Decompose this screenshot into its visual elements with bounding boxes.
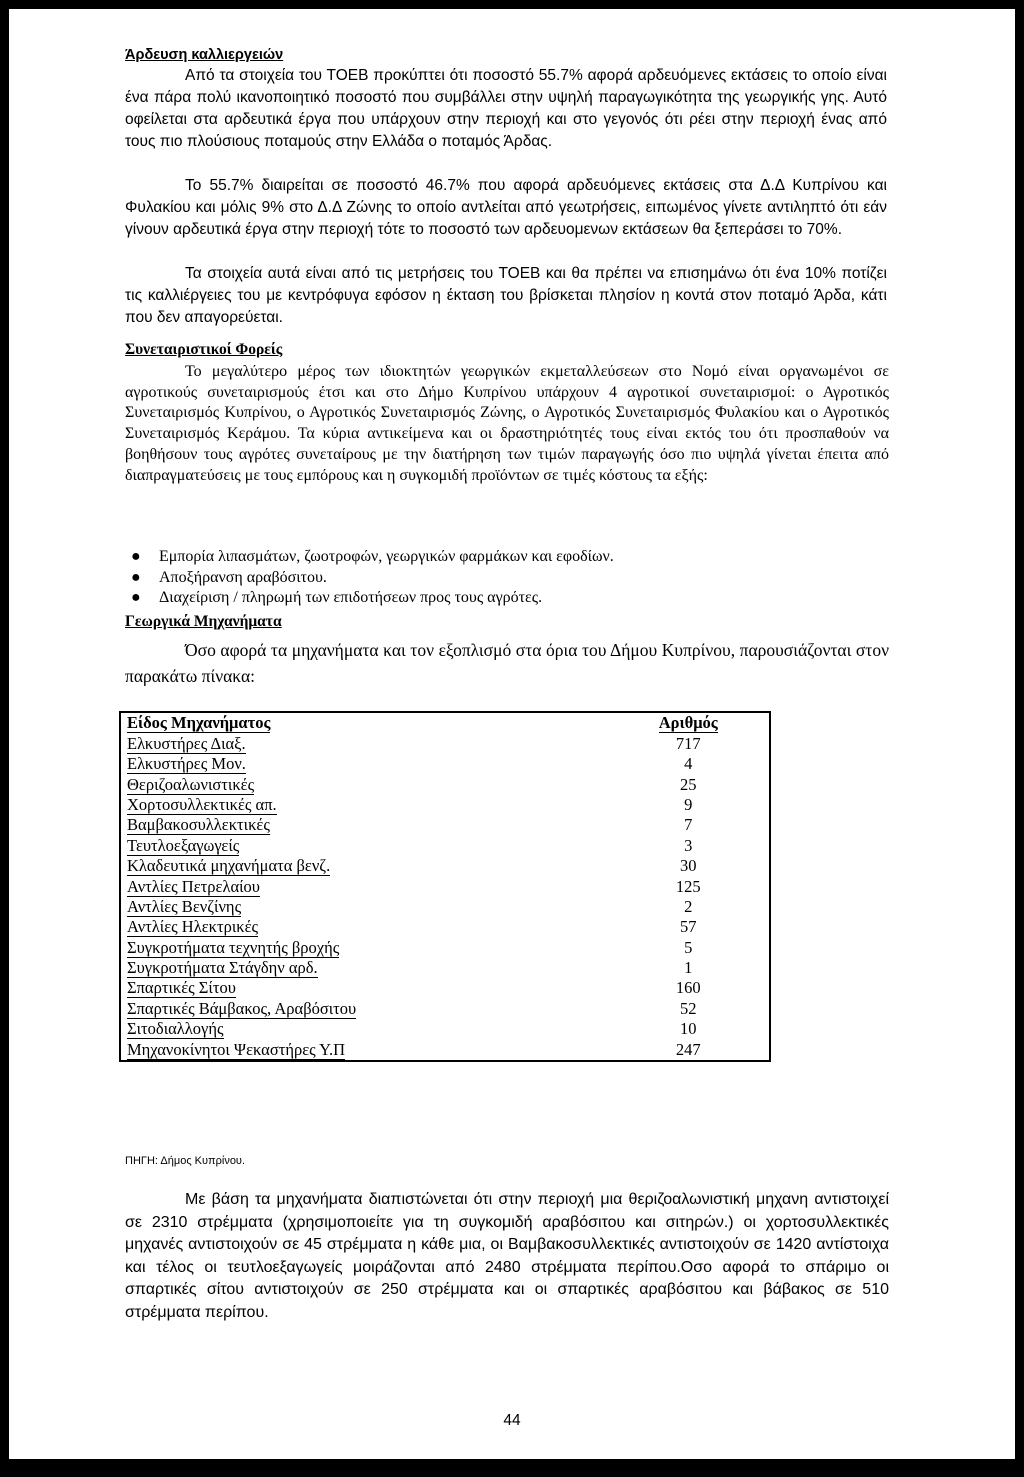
table-cell-count: 30 bbox=[680, 856, 697, 876]
table-row bbox=[120, 958, 770, 978]
table-cell-type: Σπαρτικές Βάμβακος, Αραβόσιτου bbox=[127, 998, 357, 1018]
bullet-icon: ● bbox=[131, 548, 141, 565]
table-cell-type: Αντλίες Βενζίνης bbox=[127, 896, 242, 916]
list-item-text: Εμπορία λιπασμάτων, ζωοτροφών, γεωργικών φαρμάκων και εφοδίων. bbox=[159, 548, 614, 565]
table-cell-type: Συγκροτήματα τεχνητής βροχής bbox=[127, 937, 340, 957]
table-cell-count: 160 bbox=[675, 978, 701, 998]
irrigation-paragraph-1: Από τα στοιχεία του ΤΟΕΒ προκύπτει ότι ποσοστό 55.7% αφορά αρδευόμενες εκτάσεις το οποίο είναι ένα πάρα πολύ ικανοποιητικό ποσοστό που συμβάλλει στην υψηλή παραγωγικότητα της γεωργικής γης. Αυτό οφείλεται στα αρδευτικά έργα που υπάρχουν στην περιοχή και στο γεγονός ότι ρέει στην περιοχή ένας από τους πιο πλούσιους ποταμούς στην Ελλάδα ο ποταμός Άρδας. bbox=[125, 67, 887, 150]
table-cell-count: 7 bbox=[684, 815, 693, 835]
irrigation-paragraph-3: Τα στοιχεία αυτά είναι από τις μετρήσεις του ΤΟΕΒ και θα πρέπει να επισημάνω ότι ένα 10% ποτίζει τις καλλιέργειες του με κεντρόφυγα εφόσον η έκταση του βρίσκεται πλησίον η κοντά στον ποταμό Άρδα, κάτι που δεν απαγορεύεται. bbox=[125, 265, 887, 326]
table-cell-count: 4 bbox=[684, 754, 693, 774]
table-row bbox=[120, 815, 770, 835]
table-row bbox=[120, 897, 770, 917]
table-cell-type: Σπαρτικές Σίτου bbox=[127, 978, 236, 998]
table-cell-type: Αντλίες Πετρελαίου bbox=[127, 876, 260, 896]
column-header-type: Είδος Μηχανήματος bbox=[127, 713, 271, 733]
table-row bbox=[120, 1019, 770, 1039]
bullet-icon: ● bbox=[131, 589, 141, 606]
table-cell-count: 2 bbox=[684, 896, 693, 916]
table-row bbox=[120, 835, 770, 855]
table-header-row bbox=[120, 712, 770, 733]
list-item-text: Διαχείριση / πληρωμή των επιδοτήσεων προς τους αγρότες. bbox=[159, 589, 543, 606]
table-cell-type: Μηχανοκίνητοι Ψεκαστήρες Υ.Π bbox=[127, 1039, 346, 1059]
cooperatives-heading: Συνεταιριστικοί Φορείς bbox=[125, 341, 283, 358]
list-item bbox=[125, 568, 885, 589]
table-cell-type: Ελκυστήρες Μον. bbox=[127, 754, 246, 774]
machinery-conclusion: Με βάση τα μηχανήματα διαπιστώνεται ότι στην περιοχή μια θεριζοαλωνιστική μηχανη αντιστοιχεί σε 2310 στρέμματα (χρησιμοποιείτε για τη συγκομιδή αραβόσιτου και σιτηρών.) οι χορτοσυλλεκτικές μηχανές αντιστοιχούν σε 45 στρέμματα η κάθε μια, οι Βαμβακοσυλλεκτικές αντιστοιχούν σε 1420 αντίστοιχα και τέλος οι τευτλοεξαγωγείς μοιράζονται από 2480 στρέμματα περίπου.Οσο αφορά το σπάριμο οι σπαρτικές σίτου αντιστοιχούν σε 250 στρέμματα και οι σπαρτικές αραβόσιτου και βάβακος σε 510 στρέμματα περίπου. bbox=[125, 1191, 889, 1321]
table-row bbox=[120, 733, 770, 753]
bullet-icon: ● bbox=[131, 568, 141, 586]
list-item bbox=[125, 547, 885, 568]
document-page bbox=[9, 9, 1015, 1459]
list-item-text: Αποξήρανση αραβόσιτου. bbox=[159, 568, 327, 586]
table-row bbox=[120, 917, 770, 937]
irrigation-heading: Άρδευση καλλιεργειών bbox=[125, 47, 284, 63]
list-item bbox=[125, 588, 885, 609]
table-cell-count: 717 bbox=[675, 733, 701, 753]
page-number: 44 bbox=[503, 1412, 521, 1429]
table-cell-type: Ελκυστήρες Διαξ. bbox=[127, 733, 246, 753]
table-cell-count: 52 bbox=[680, 998, 697, 1018]
table-cell-type: Συγκροτήματα Στάγδην αρδ. bbox=[127, 958, 318, 978]
table-row bbox=[120, 856, 770, 876]
table-cell-count: 10 bbox=[680, 1019, 697, 1039]
table-cell-type: Χορτοσυλλεκτικές απ. bbox=[127, 794, 277, 814]
table-source-note: ΠΗΓΗ: Δήμος Κυπρίνου. bbox=[125, 1155, 246, 1167]
table-cell-count: 247 bbox=[675, 1039, 701, 1059]
table-row bbox=[120, 774, 770, 794]
table-cell-type: Βαμβακοσυλλεκτικές bbox=[127, 815, 270, 835]
table-cell-count: 5 bbox=[684, 937, 693, 957]
table-cell-type: Σιτοδιαλλογής bbox=[127, 1019, 224, 1039]
table-cell-count: 1 bbox=[684, 958, 693, 978]
table-row bbox=[120, 876, 770, 896]
table-row bbox=[120, 978, 770, 998]
irrigation-paragraph-2: Το 55.7% διαιρείται σε ποσοστό 46.7% που αφορά αρδευόμενες εκτάσεις στα Δ.Δ Κυπρίνου και Φυλακίου και μόλις 9% στο Δ.Δ Ζώνης το οποίο αντλείται από γεωτρήσεις, ειπωμένος γίνετε αντιληπτό ότι εάν γίνουν αρδευτικά έργα στην περιοχή τότε το ποσοστό των αρδευομενων εκτάσεων θα ξεπεράσει το 70%. bbox=[125, 177, 887, 238]
table-cell-count: 9 bbox=[684, 794, 693, 814]
table-cell-count: 3 bbox=[684, 835, 693, 855]
table-cell-type: Κλαδευτικά μηχανήματα βενζ. bbox=[127, 856, 331, 876]
cooperatives-bullet-list bbox=[125, 547, 885, 609]
table-cell-count: 25 bbox=[680, 774, 697, 794]
table-cell-type: Θεριζοαλωνιστικές bbox=[127, 774, 255, 794]
table-row bbox=[120, 998, 770, 1018]
table-row bbox=[120, 1039, 770, 1060]
machinery-intro: Όσο αφορά τα μηχανήματα και τον εξοπλισμό στα όρια του Δήμου Κυπρίνου, παρουσιάζονται στον παρακάτω πίνακα: bbox=[125, 640, 889, 686]
table-cell-type: Τευτλοεξαγωγείς bbox=[127, 835, 240, 855]
table-row bbox=[120, 937, 770, 957]
table-cell-count: 57 bbox=[680, 917, 697, 937]
table-cell-count: 125 bbox=[675, 876, 701, 896]
column-header-count: Αριθμός bbox=[658, 713, 718, 733]
table-row bbox=[120, 795, 770, 815]
table-row bbox=[120, 754, 770, 774]
table-cell-type: Αντλίες Ηλεκτρικές bbox=[127, 917, 259, 937]
machinery-table bbox=[119, 711, 771, 1062]
cooperatives-paragraph: Το μεγαλύτερο μέρος των ιδιοκτητών γεωργικών εκμεταλλεύσεων στο Νομό είναι οργανωμένοι σε αγροτικούς συνεταιρισμούς έτσι και στο Δήμο Κυπρίνου υπάρχουν 4 αγροτικοί συνεταιρισμοί: ο Αγροτικός Συνεταιρισμός Κυπρίνου, ο Αγροτικός Συνεταιρισμός Ζώνης, ο Αγροτικός Συνεταιρισμός Φυλακίου και ο Αγροτικός Συνεταιρισμός Κεράμου. Τα κύρια αντικείμενα και οι δραστηριότητές τους είναι εκτός του ότι προσπαθούν να βοηθήσουν τους αγρότες συνεταίρους με την διατήρηση των τιμών παραγωγής όσο πιο υψηλά γίνεται έπειτα από διαπραγματεύσεις με τους εμπόρους και η συγκομιδή προϊόντων σε τιμές κόστους τα εξής: bbox=[125, 363, 889, 484]
machinery-heading: Γεωργικά Μηχανήματα bbox=[125, 613, 282, 630]
